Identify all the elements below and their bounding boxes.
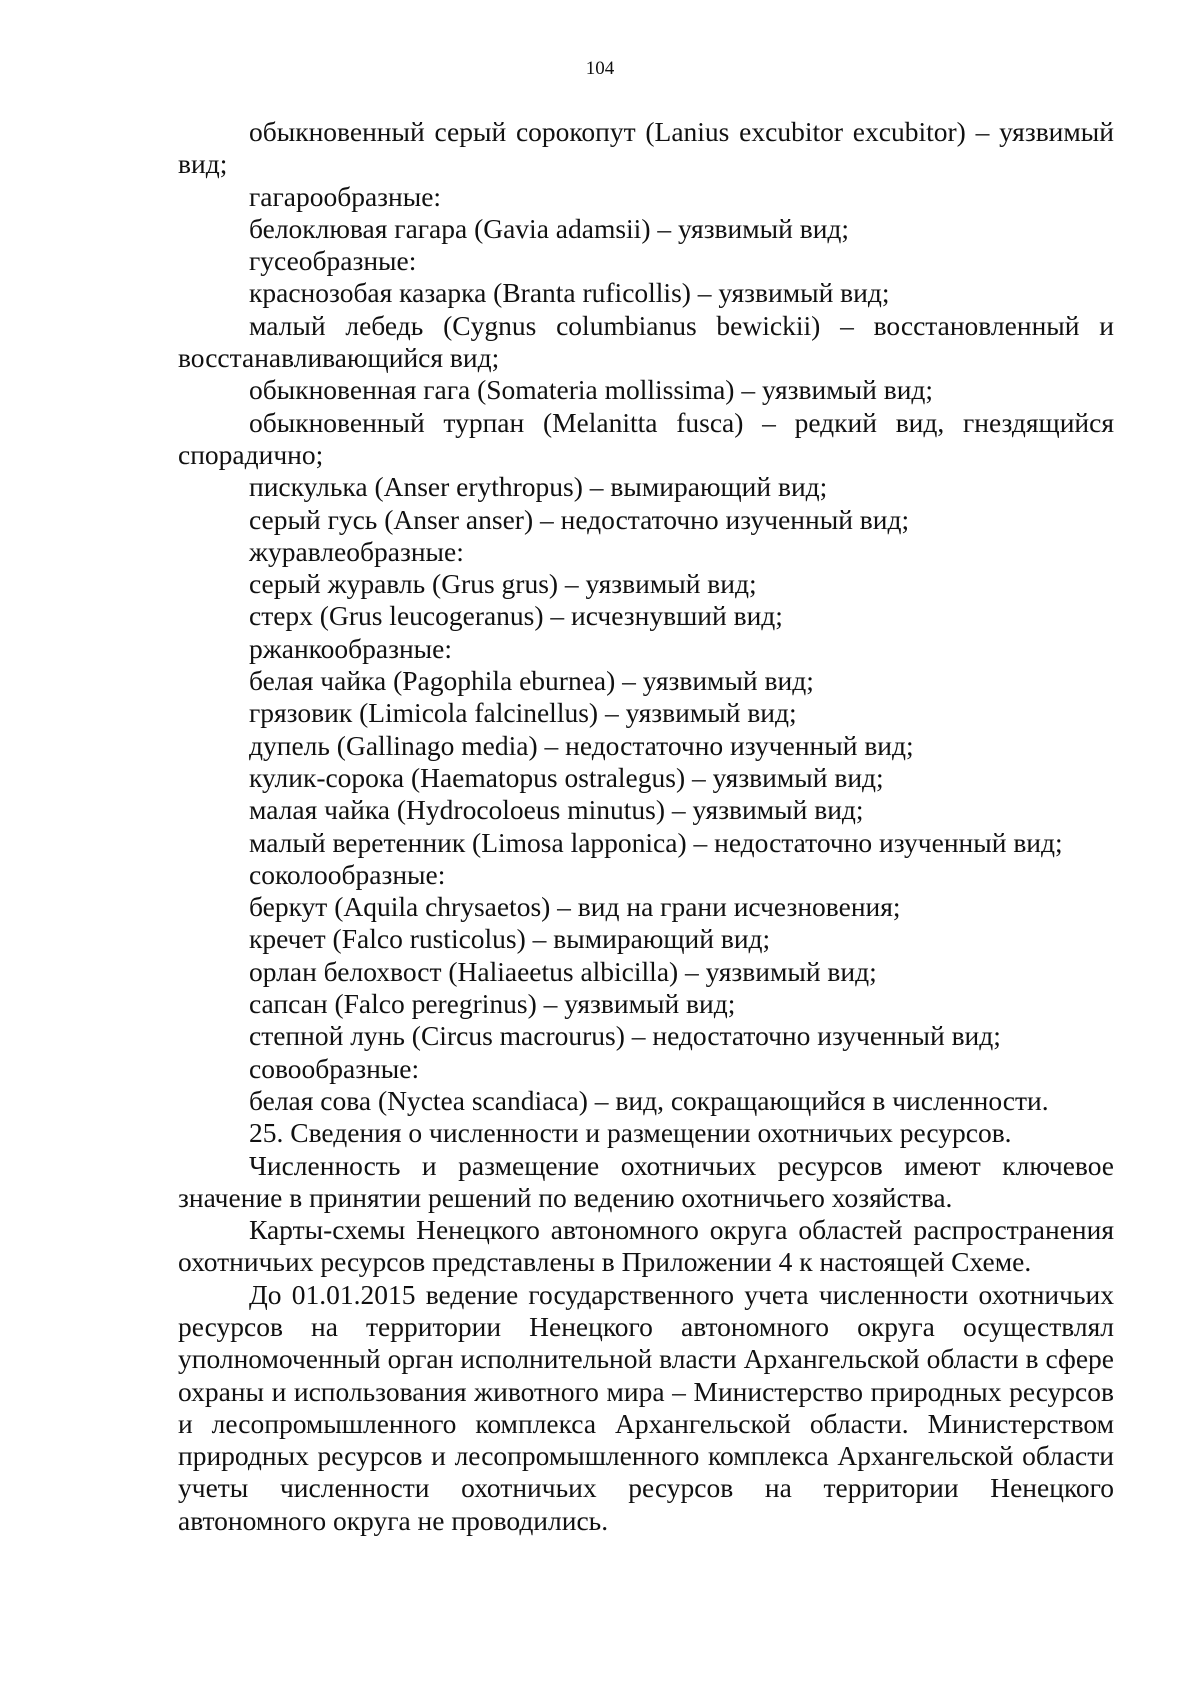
species-entry: беркут (Aquila chrysaetos) – вид на грани исчезновения; bbox=[249, 891, 901, 923]
species-entry: дупель (Gallinago media) – недостаточно изученный вид; bbox=[249, 729, 914, 761]
species-entry: обыкновенная гага (Somateria mollissima) – уязвимый вид; bbox=[249, 374, 934, 406]
species-entry: белоклювая гагара (Gavia adamsii) – уязвимый вид; bbox=[249, 212, 850, 244]
species-entry: сапсан (Falco peregrinus) – уязвимый вид; bbox=[249, 988, 736, 1020]
document-body bbox=[178, 116, 1114, 1537]
species-entry: кулик-сорока (Haematopus ostralegus) – уязвимый вид; bbox=[249, 761, 884, 793]
section-heading: 25. Сведения о численности и размещении охотничьих ресурсов. bbox=[249, 1117, 1012, 1149]
species-entry: степной лунь (Circus macrourus) – недостаточно изученный вид; bbox=[249, 1020, 1001, 1052]
species-entry: серый журавль (Grus grus) – уязвимый вид; bbox=[249, 568, 757, 600]
paragraph: обыкновенный серый сорокопут (Lanius excubitor excubitor) – уязвимый вид; bbox=[178, 116, 1114, 180]
category-heading: совообразные: bbox=[249, 1052, 420, 1084]
category-heading: гусеобразные: bbox=[249, 245, 417, 277]
paragraph: Карты-схемы Ненецкого автономного округа областей распространения охотничьих ресурсов представлены в Приложении 4 к настоящей Схеме. bbox=[178, 1214, 1114, 1278]
species-entry: пискулька (Anser erythropus) – вымирающий вид; bbox=[249, 471, 828, 503]
species-entry: стерх (Grus leucogeranus) – исчезнувший вид; bbox=[249, 600, 783, 632]
species-entry: краснозобая казарка (Branta ruficollis) – уязвимый вид; bbox=[249, 277, 890, 309]
species-entry: обыкновенный турпан (Melanitta fusca) – редкий вид, гнездящийся спорадично; bbox=[178, 406, 1114, 470]
species-entry: серый гусь (Anser anser) – недостаточно изученный вид; bbox=[249, 503, 910, 535]
species-entry: белая сова (Nyctea scandiaca) – вид, сокращающийся в численности. bbox=[249, 1084, 1049, 1116]
category-heading: журавлеобразные: bbox=[249, 535, 464, 567]
species-entry: грязовик (Limicola falcinellus) – уязвимый вид; bbox=[249, 697, 797, 729]
category-heading: ржанкообразные: bbox=[249, 632, 452, 664]
species-entry: белая чайка (Pagophila eburnea) – уязвимый вид; bbox=[249, 665, 814, 697]
paragraph: Численность и размещение охотничьих ресурсов имеют ключевое значение в принятии решений по ведению охотничьего хозяйства. bbox=[178, 1149, 1114, 1213]
species-entry: малая чайка (Hydrocoloeus minutus) – уязвимый вид; bbox=[249, 794, 864, 826]
species-entry: орлан белохвост (Haliaeetus albicilla) – уязвимый вид; bbox=[249, 955, 877, 987]
species-entry: кречет (Falco rusticolus) – вымирающий вид; bbox=[249, 923, 771, 955]
category-heading: гагарообразные: bbox=[249, 180, 442, 212]
page-number: 104 bbox=[585, 58, 615, 79]
species-entry: малый веретенник (Limosa lapponica) – недостаточно изученный вид; bbox=[249, 826, 1063, 858]
category-heading: соколообразные: bbox=[249, 858, 446, 890]
paragraph: До 01.01.2015 ведение государственного учета численности охотничьих ресурсов на территории Ненецкого автономного округа осуществлял уполномоченный орган исполнительной власти Архангельской области в сфере охраны и использования животного мира – Министерство природных ресурсов и лесопромышленного комплекса Архангельской области. Министерством природных ресурсов и лесопромышленного комплекса Архангельской области учеты численности охотничьих ресурсов на территории Ненецкого автономного округа не проводились. bbox=[178, 1278, 1114, 1536]
species-entry: малый лебедь (Cygnus columbianus bewickii) – восстановленный и восстанавливающийся вид; bbox=[178, 309, 1114, 374]
